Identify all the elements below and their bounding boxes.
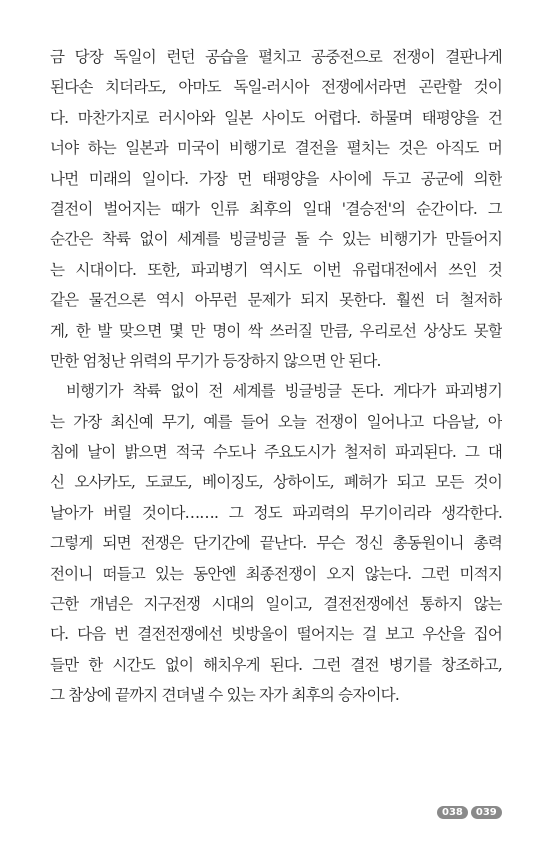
text-line: 들만 한 시간도 없이 해치우게 된다. 그런 결전 병기를 창조하고, (50, 655, 502, 674)
text-line: 그렇게 되면 전쟁은 단기간에 끝난다. 무슨 정신 총동원이니 총력 (50, 534, 502, 553)
text-line: 너야 하는 일본과 미국이 비행기로 결전을 펼치는 것은 아직도 머 (50, 139, 502, 158)
text-line: 결전이 벌어지는 때가 인류 최후의 일대 '결승전'의 순간이다. 그 (50, 199, 502, 218)
text-line: 같은 물건으론 역시 아무런 문제가 되지 못한다. 훨씬 더 철저하 (50, 291, 502, 310)
text-line: 는 시대이다. 또한, 파괴병기 역시도 이번 유럽대전에서 쓰인 것 (50, 260, 502, 279)
text-line: 다. 마찬가지로 러시아와 일본 사이도 어렵다. 하물며 태평양을 건 (50, 108, 502, 127)
text-line: 전이니 떠들고 있는 동안엔 최종전쟁이 오지 않는다. 그런 미적지 (50, 564, 502, 583)
text-line: 금 당장 독일이 런던 공습을 펼치고 공중전으로 전쟁이 결판나게 (50, 48, 502, 66)
text-line: 그 참상에 끝까지 견뎌낼 수 있는 자가 최후의 승자이다. (50, 686, 399, 705)
text-line: 게, 한 발 맞으면 몇 만 명이 싹 쓰러질 만큼, 우리로선 상상도 못할 (50, 321, 502, 340)
paragraph-2 (50, 376, 502, 710)
body-text (50, 42, 502, 711)
page-number-badges (437, 806, 502, 819)
paragraph-1 (50, 42, 502, 376)
page-number-right: 039 (471, 806, 502, 819)
text-line: 는 가장 최신예 무기, 예를 들어 오늘 전쟁이 일어나고 다음날, 아 (50, 412, 502, 431)
text-line: 근한 개념은 지구전쟁 시대의 일이고, 결전전쟁에선 통하지 않는 (50, 595, 502, 614)
text-line: 된다손 치더라도, 아마도 독일-러시아 전쟁에서라면 곤란할 것이 (50, 78, 502, 97)
text-line: 순간은 착륙 없이 세계를 빙글빙글 돌 수 있는 비행기가 만들어지 (50, 230, 502, 249)
text-line: 침에 날이 밝으면 적국 수도나 주요도시가 철저히 파괴된다. 그 대 (50, 443, 502, 462)
text-line: 날아가 버릴 것이다……. 그 정도 파괴력의 무기이리라 생각한다. (50, 503, 502, 522)
page-number-left: 038 (437, 806, 468, 819)
text-line: 신 오사카도, 도쿄도, 베이징도, 상하이도, 폐허가 되고 모든 것이 (50, 473, 502, 492)
text-line: 비행기가 착륙 없이 전 세계를 빙글빙글 돈다. 게다가 파괴병기 (66, 382, 502, 401)
text-line: 다. 다음 번 결전전쟁에선 빗방울이 떨어지는 걸 보고 우산을 집어 (50, 625, 502, 644)
text-line: 나먼 미래의 일이다. 가장 먼 태평양을 사이에 두고 공군에 의한 (50, 169, 502, 188)
text-line: 만한 엄청난 위력의 무기가 등장하지 않으면 안 된다. (50, 351, 381, 370)
